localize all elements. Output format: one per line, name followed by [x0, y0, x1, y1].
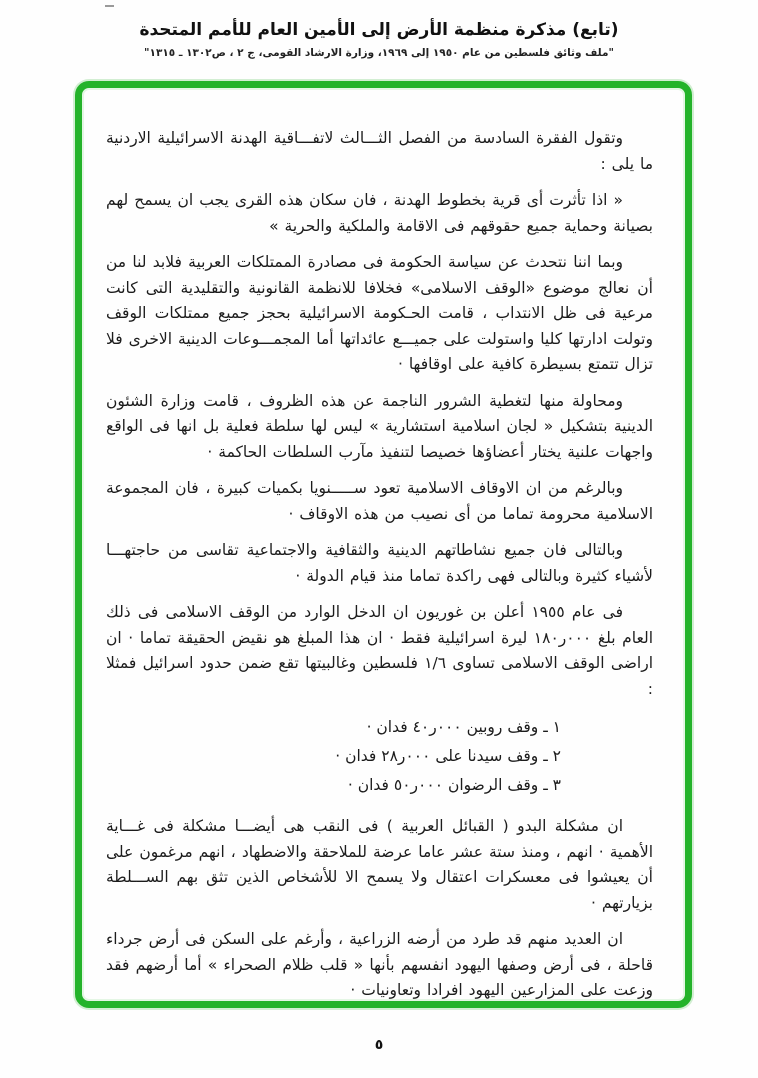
document-header	[0, 20, 758, 59]
page-number: ٥	[374, 1037, 384, 1053]
list-item-waqf-ridwan: ٣ ـ وقف الرضوان ٠٠٠ر٥٠ فدان ·	[347, 776, 561, 794]
waqf-examples-list	[106, 713, 561, 800]
paragraph-armistice-quote: « اذا تأثرت أى قرية بخطوط الهدنة ، فان سكان هذه القرى يجب ان يسمح لهم بصيانة وحماية جميع حقوقهم فى الاقامة والملكية والحرية »	[106, 191, 653, 235]
scan-artifact-mark	[105, 5, 114, 7]
list-item-waqf-rubin: ١ ـ وقف روبين ٠٠٠ر٤٠ فدان ·	[366, 718, 561, 736]
paragraph-bedouin-expulsion: ان العديد منهم قد طرد من أرضه الزراعية ، وأرغم على السكن فى أرض جرداء قاحلة ، فى أرض وصفها اليهود انفسهم بأنها « قلب ظلام الصحراء » أما أرضهم فقد وزعت على المزارعين اليهود افرادا وتعاونيات ·	[106, 930, 653, 999]
paragraph-waqf-revenues: وبالرغم من ان الاوقاف الاسلامية تعود ســـــنويا بكميات كبيرة ، فان المجموعة الاسلامية محرومة تماما من أى نصيب من هذه الاوقاف ·	[106, 479, 653, 523]
paragraph-advisory-committees: ومحاولة منها لتغطية الشرور الناجمة عن هذه الظروف ، قامت وزارة الشئون الدينية بتشكيل « لجان اسلامية استشارية » ليس لها سلطة فعلية بل انها فى الواقع واجهات علنية يختار أعضاؤها خصيصا لتنفيذ مآرب السلطات الحاكمة ·	[106, 391, 653, 461]
paragraph-bedouin-problem: ان مشكلة البدو ( القبائل العربية ) فى النقب هى أيضـــا مشكلة فى غـــاية الأهمية · انهم ، ومنذ ستة عشر عاما عرضة للملاحقة والاضطهاد ، انهم مرغمون على أن يعيشوا فى معسكرات اعتقال ولا يسمح الا للأشخاص الذين تثق بهم الســـلطة بزيارتهم ·	[106, 817, 653, 912]
paragraph-activities-stagnant: وبالتالى فان جميع نشاطاتهم الدينية والثقافية والاجتماعية تقاسى من حاجتهـــا لأشياء كثيرة وبالتالى فهى راكدة تماما منذ قيام الدولة ·	[106, 541, 653, 585]
paragraph-ben-gurion-1955: فى عام ١٩٥٥ أعلن بن غوريون ان الدخل الوارد من الوقف الاسلامى فى ذلك العام بلغ ٠٠٠ر١٨٠ ليرة اسرائيلية فقط · ان هذا المبلغ هو نقيض الحقيقة تماما · ان اراضى الوقف الاسلامى تساوى ١/٦ فلسطين وغالبيتها تقع ضمن حدود اسرائيل فمثلا :	[106, 603, 654, 698]
green-content-frame	[75, 81, 692, 1008]
paragraph-armistice-intro: وتقول الفقرة السادسة من الفصل الثـــالث لاتفـــاقية الهدنة الاسرائيلية الاردنية ما يلى :	[106, 129, 653, 173]
list-item-waqf-sayyidna-ali: ٢ ـ وقف سيدنا على ٠٠٠ر٢٨ فدان ·	[335, 747, 561, 765]
page-title: (تابع) مذكرة منظمة الأرض إلى الأمين العام للأمم المتحدة	[139, 20, 619, 40]
source-citation-line: "ملف وثائق فلسطين من عام ١٩٥٠ إلى ١٩٦٩، وزارة الارشاد القومى، ج ٢ ، ص١٣٠٢ ـ ١٣١٥"	[144, 47, 614, 59]
paragraph-waqf-policy: وبما اننا نتحدث عن سياسة الحكومة فى مصادرة الممتلكات العربية فلابد لنا من أن نعالج موضوع «الوقف الاسلامى» فخلافا للانظمة القانونية والتقليدية التى كانت مرعية فى ظل الانتداب ، قامت الحـكومة الاسرائيلية بحجز جميع ممتلكات الوقف وتولت ادارتها كليا واستولت على جميـــع عائداتها أما المجمـــوعات الدينية الاخرى فلا تزال تتمتع بسيطرة كافية على اوقافها ·	[106, 253, 653, 373]
